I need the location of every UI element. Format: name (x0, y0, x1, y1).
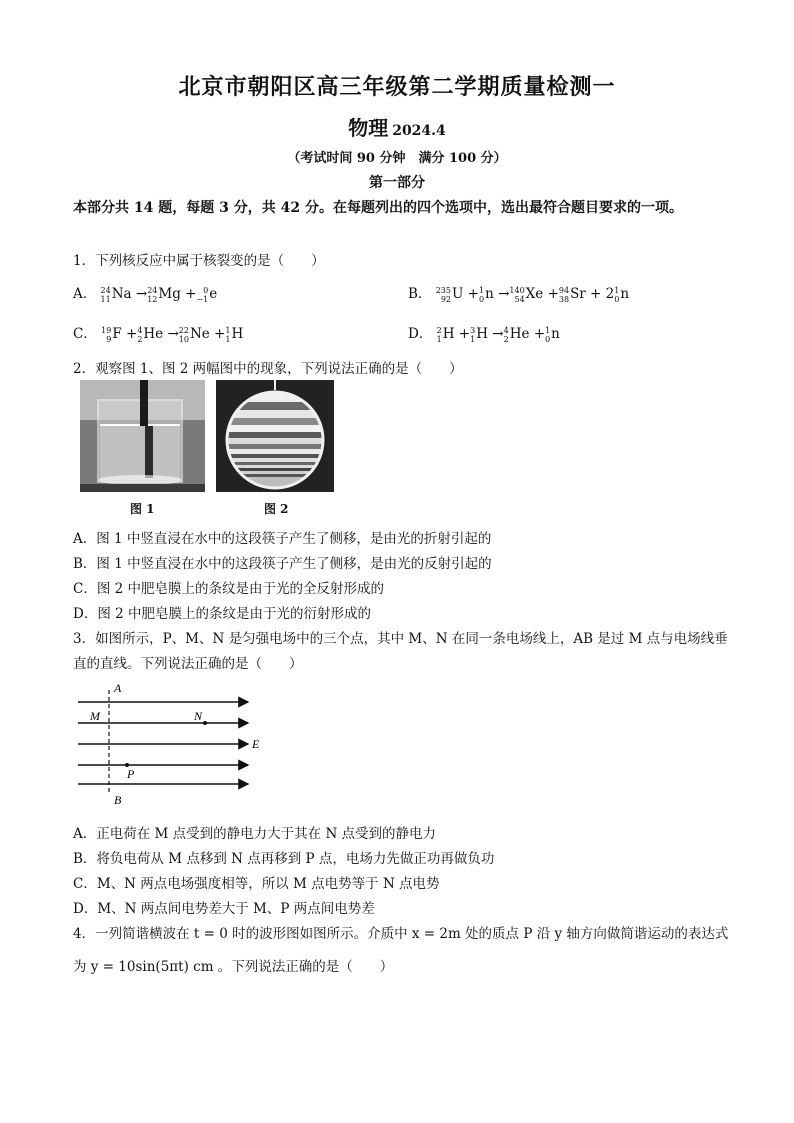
electric-field-diagram (70, 678, 270, 808)
label-b: B (114, 793, 122, 807)
option-label: B． (408, 286, 432, 302)
point-n (203, 721, 207, 725)
q4-stem-line1: 4．一列简谐横波在 t = 0 时的波形图如图所示。介质中 x = 2m 处的质点 P 沿 y 轴方向做简谐运动的表达式 (73, 926, 729, 942)
q3-option-a: A．正电荷在 M 点受到的静电力大于其在 N 点受到的静电力 (73, 826, 437, 842)
part-heading: 第一部分 (369, 175, 425, 191)
q4-stem-line2: 为 y = 10sin(5πt) cm 。下列说法正确的是（ ） (73, 959, 394, 975)
figure-2-soap-film (216, 380, 334, 492)
figure-2-caption: 图 2 (264, 502, 289, 516)
q1-option-c: C． 19 9 F + 4 2 He → 22 10 Ne + 1 1 H (73, 325, 244, 344)
option-label: C． (73, 326, 97, 342)
label-n: N (194, 709, 203, 723)
q3-option-c: C．M、N 两点电场强度相等，所以 M 点电势等于 N 点电势 (73, 876, 440, 892)
label-e: E (252, 737, 260, 751)
q2-option-a: A．图 1 中竖直浸在水中的这段筷子产生了侧移，是由光的折射引起的 (73, 531, 492, 547)
q2-option-d: D．图 2 中肥皂膜上的条纹是由于光的衍射形成的 (73, 606, 371, 622)
q2-stem: 2．观察图 1、图 2 两幅图中的现象，下列说法正确的是（ ） (73, 361, 463, 377)
option-label: A． (73, 286, 97, 302)
q3-stem-line1: 3．如图所示，P、M、N 是匀强电场中的三个点，其中 M、N 在同一条电场线上，AB 是过 M 点与电场线垂 (73, 631, 728, 647)
figure-1-caption: 图 1 (130, 502, 155, 516)
label-m: M (90, 709, 100, 723)
chopstick-glass-image (80, 380, 205, 492)
option-label: D． (408, 326, 433, 342)
subject-name: 物理 (348, 116, 389, 140)
exam-title: 北京市朝阳区高三年级第二学期质量检测一 (178, 74, 616, 100)
q1-option-b: B． 235 92 U + 1 0 n → 140 54 Xe + 94 38 Sr + 2 1 0 n (408, 285, 630, 304)
section-intro: 本部分共 14 题，每题 3 分，共 42 分。在每题列出的四个选项中，选出最符合题目要求的一项。 (73, 200, 683, 216)
exam-date: 2024.4 (392, 123, 446, 139)
q1-stem: 1．下列核反应中属于核裂变的是（ ） (73, 253, 325, 269)
q3-option-d: D．M、N 两点间电势差大于 M、P 两点间电势差 (73, 901, 375, 917)
q2-option-c: C．图 2 中肥皂膜上的条纹是由于光的全反射形成的 (73, 581, 385, 597)
q3-stem-line2: 直的直线。下列说法正确的是（ ） (73, 656, 303, 672)
q1-option-d: D． 2 1 H + 3 1 H → 4 2 He + 1 0 n (408, 325, 560, 344)
time-note: （考试时间 90 分钟 满分 100 分） (287, 151, 507, 166)
soap-film-image (216, 380, 334, 492)
figure-1-chopstick-in-water (80, 380, 205, 492)
q1-option-a: A． 24 11 Na → 24 12 Mg + 0 −1 e (73, 285, 218, 304)
label-a: A (114, 681, 122, 695)
subject-heading (0, 112, 794, 141)
q3-option-b: B．将负电荷从 M 点移到 N 点再移到 P 点，电场力先做正功再做负功 (73, 851, 495, 867)
label-p: P (127, 767, 135, 781)
q2-option-b: B．图 1 中竖直浸在水中的这段筷子产生了侧移，是由光的反射引起的 (73, 556, 492, 572)
